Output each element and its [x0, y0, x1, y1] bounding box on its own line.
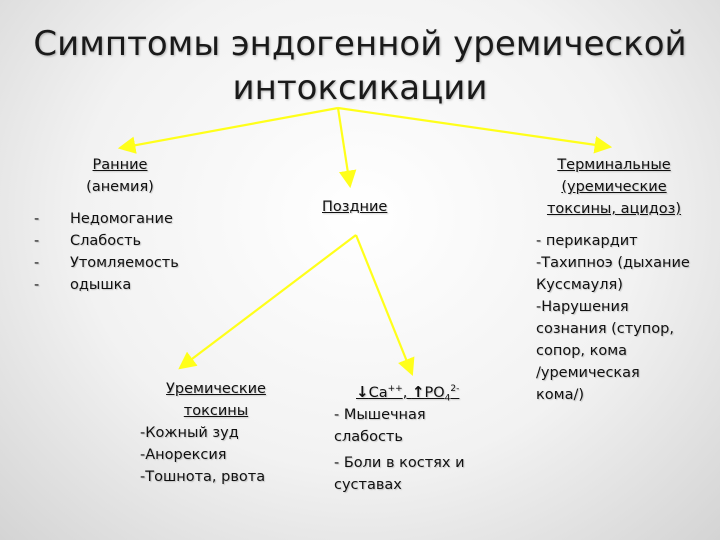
- uremic-toxins-list: [140, 422, 265, 488]
- arrow-to-late: [338, 108, 350, 186]
- early-title: Ранние: [92, 157, 148, 173]
- title-line-1: Симптомы эндогенной уремической: [33, 24, 687, 64]
- list-item: -Кожный зуд: [140, 425, 239, 441]
- list-item: суставах: [334, 477, 402, 493]
- ca-po-list: [334, 404, 465, 496]
- list-item: - одышка: [34, 277, 132, 293]
- title-line-2: интоксикации: [232, 68, 488, 108]
- list-item: -Тошнота, рвота: [140, 469, 266, 485]
- arrow-to-terminal: [338, 108, 610, 147]
- early-subtitle: (анемия): [86, 179, 154, 195]
- list-item: сознания (ступор,: [536, 321, 674, 337]
- terminal-title-1: Терминальные: [557, 157, 671, 173]
- arrow-to-uremic-toxins: [180, 235, 356, 368]
- late-title: Поздние: [322, 199, 388, 215]
- uremic-toxins-header: [150, 378, 282, 422]
- arrow-to-early: [120, 108, 338, 148]
- list-item: - перикардит: [536, 233, 638, 249]
- terminal-header: [538, 154, 690, 220]
- arrow-to-ca-po: [356, 235, 412, 374]
- terminal-title-2: (уремические: [561, 179, 667, 195]
- late-header: [322, 196, 387, 218]
- list-item: -Анорексия: [140, 447, 227, 463]
- list-item: - Недомогание: [34, 211, 173, 227]
- list-item: - Боли в костях и: [334, 455, 465, 471]
- uremic-toxins-title-1: Уремические: [166, 381, 266, 397]
- list-item: -Нарушения: [536, 299, 629, 315]
- terminal-title-3: токсины, ацидоз): [546, 201, 682, 217]
- uremic-toxins-title-2: токсины: [183, 403, 249, 419]
- list-item: - Мышечная: [334, 407, 426, 423]
- list-item: сопор, кома: [536, 343, 628, 359]
- early-header: [62, 154, 178, 198]
- ca-po-title: ↓Са++, $↑РО_4^{2-}$: [356, 382, 460, 404]
- list-item: /уремическая: [536, 365, 640, 381]
- list-item: -Тахипноэ (дыхание: [536, 255, 690, 271]
- list-item: кома/): [536, 387, 584, 403]
- terminal-list: [536, 230, 690, 406]
- list-item: - Слабость: [34, 233, 142, 249]
- list-item: - Утомляемость: [34, 255, 179, 271]
- list-item: слабость: [334, 429, 403, 445]
- arrow-down-icon: ↓: [356, 382, 369, 401]
- early-symptom-list: [34, 208, 179, 296]
- list-item: Куссмауля): [536, 277, 623, 293]
- arrow-up-icon: ↑: [411, 382, 425, 401]
